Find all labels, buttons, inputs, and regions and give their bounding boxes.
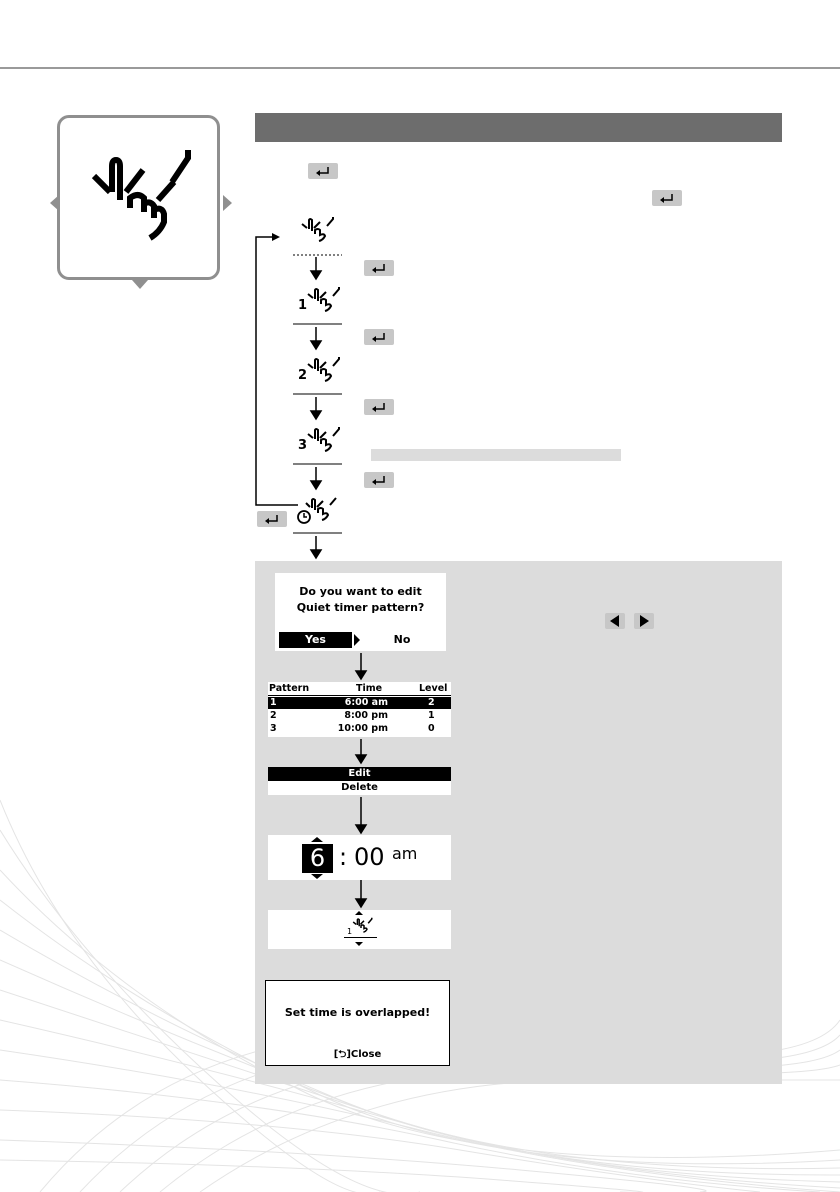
time-cell: 8:00 pm [344,710,388,721]
enter-key-icon [364,329,394,345]
down-arrow-icon[interactable] [355,942,363,946]
level-cell: 2 [428,697,435,708]
question-line-2: Quiet timer pattern? [296,601,425,614]
hand-wave-icon [300,216,340,242]
flow-step-number: 2 [298,368,308,383]
enter-key-icon [364,399,394,415]
time-cell: 10:00 pm [337,723,388,734]
table-row[interactable] [268,723,451,735]
time-setting-screen [268,835,451,880]
table-header [268,683,451,696]
pattern-table [268,682,451,737]
no-button[interactable]: No [393,633,411,646]
edit-menu-item[interactable]: Edit [268,767,451,781]
enter-key-icon [364,260,394,276]
hand-wave-icon [88,148,198,248]
close-button[interactable]: [⮌]Close [333,1049,382,1060]
level-setting-screen [268,910,451,949]
column-header: Level [419,683,448,694]
down-arrow-icon [132,280,148,289]
enter-key-icon [308,163,338,179]
left-key-icon [605,613,625,629]
column-header: Pattern [269,683,310,694]
error-dialog [265,980,450,1066]
hand-wave-icon [306,426,346,452]
hand-wave-icon [306,356,346,382]
minutes-value[interactable]: 00 [354,843,385,871]
pattern-cell: 1 [270,697,277,708]
flow-step-number: 1 [298,298,308,313]
section-header-bar [255,113,782,142]
up-arrow-icon[interactable] [311,837,323,842]
right-arrow-icon [223,195,232,211]
time-cell: 6:00 am [344,697,388,708]
confirm-screen [275,573,446,651]
right-key-icon [634,613,654,629]
level-underline [344,937,377,938]
cursor-arrow-icon [354,634,360,646]
pattern-cell: 3 [270,723,277,734]
enter-key-icon [364,472,394,488]
hand-wave-icon [352,916,376,934]
ampm-value[interactable]: am [392,844,418,863]
question-line-1: Do you want to edit [299,585,422,598]
enter-key-icon [652,190,682,206]
enter-key-icon [257,511,287,527]
error-message: Set time is overlapped! [284,1006,431,1019]
flow-step-number: 3 [298,438,308,453]
level-cell: 0 [428,723,435,734]
down-arrow-icon[interactable] [311,874,323,879]
left-arrow-icon [50,195,59,211]
highlight-strip [371,449,621,461]
clock-timer-icon [296,497,340,527]
delete-menu-item[interactable]: Delete [341,782,378,793]
level-cell: 1 [428,710,435,721]
edit-menu [268,767,451,795]
table-row[interactable] [268,710,451,722]
yes-button[interactable]: Yes [279,632,352,648]
hour-value[interactable]: 6 [302,844,333,873]
table-row[interactable] [268,697,451,709]
pattern-number: 1 [347,927,353,936]
time-separator: : [339,843,348,871]
hand-wave-icon [306,286,346,312]
top-rule [0,67,840,69]
column-header: Time [356,683,383,694]
pattern-cell: 2 [270,710,277,721]
confirm-question [275,584,446,616]
up-arrow-icon[interactable] [355,911,363,915]
